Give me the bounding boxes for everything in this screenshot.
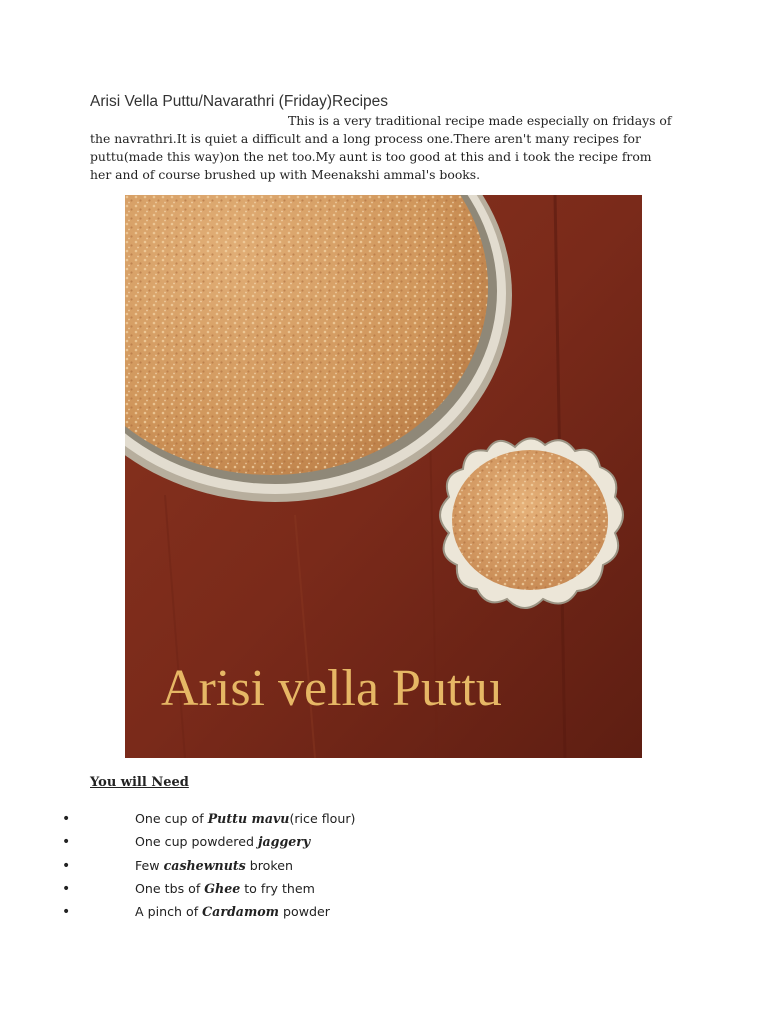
photo-caption: Arisi vella Puttu: [161, 660, 502, 717]
ingredient-text: [135, 832, 310, 852]
intro-line: This is a very traditional recipe made especially on fridays of: [288, 113, 672, 128]
ingredient-text: [135, 856, 293, 876]
ingredient-text: [135, 809, 355, 829]
ingredients-heading: You will Need: [90, 775, 189, 790]
intro-line: the navrathri.It is quiet a difficult and a long process one.There aren't many recipes for: [90, 131, 641, 146]
ingredient-name: Puttu mavu: [207, 811, 290, 826]
ingredient-prefix: One tbs of: [135, 880, 205, 896]
ingredient-text: [135, 879, 315, 899]
ingredient-name: cashewnuts: [163, 857, 246, 873]
ingredient-suffix: powder: [279, 904, 330, 920]
ingredient-suffix: (rice flour): [289, 811, 356, 826]
ingredient-prefix: One cup of: [135, 811, 208, 826]
page-title: Arisi Vella Puttu/Navarathri (Friday)Recipes: [90, 93, 389, 110]
ingredient-prefix: A pinch of: [135, 904, 203, 920]
bullet-icon: •: [62, 904, 71, 921]
recipe-photo: [125, 195, 642, 758]
ingredient-suffix: to fry them: [240, 880, 315, 896]
bullet-icon: •: [62, 834, 71, 851]
ingredient-text: [135, 902, 330, 922]
intro-paragraph: [90, 112, 690, 184]
ingredient-name: Cardamom: [202, 904, 279, 920]
bullet-icon: •: [62, 880, 71, 897]
small-bowl-of-puttu: [440, 438, 623, 608]
ingredient-name: jaggery: [257, 834, 311, 850]
bullet-icon: •: [62, 857, 71, 874]
bullet-icon: •: [62, 811, 71, 827]
ingredient-name: Ghee: [204, 880, 241, 896]
ingredient-prefix: One cup powdered: [135, 834, 258, 850]
intro-line: her and of course brushed up with Meenakshi ammal's books.: [90, 167, 481, 182]
intro-line: puttu(made this way)on the net too.My aunt is too good at this and i took the recipe from: [90, 149, 652, 164]
ingredient-prefix: Few: [135, 857, 164, 873]
ingredient-suffix: broken: [245, 857, 293, 873]
